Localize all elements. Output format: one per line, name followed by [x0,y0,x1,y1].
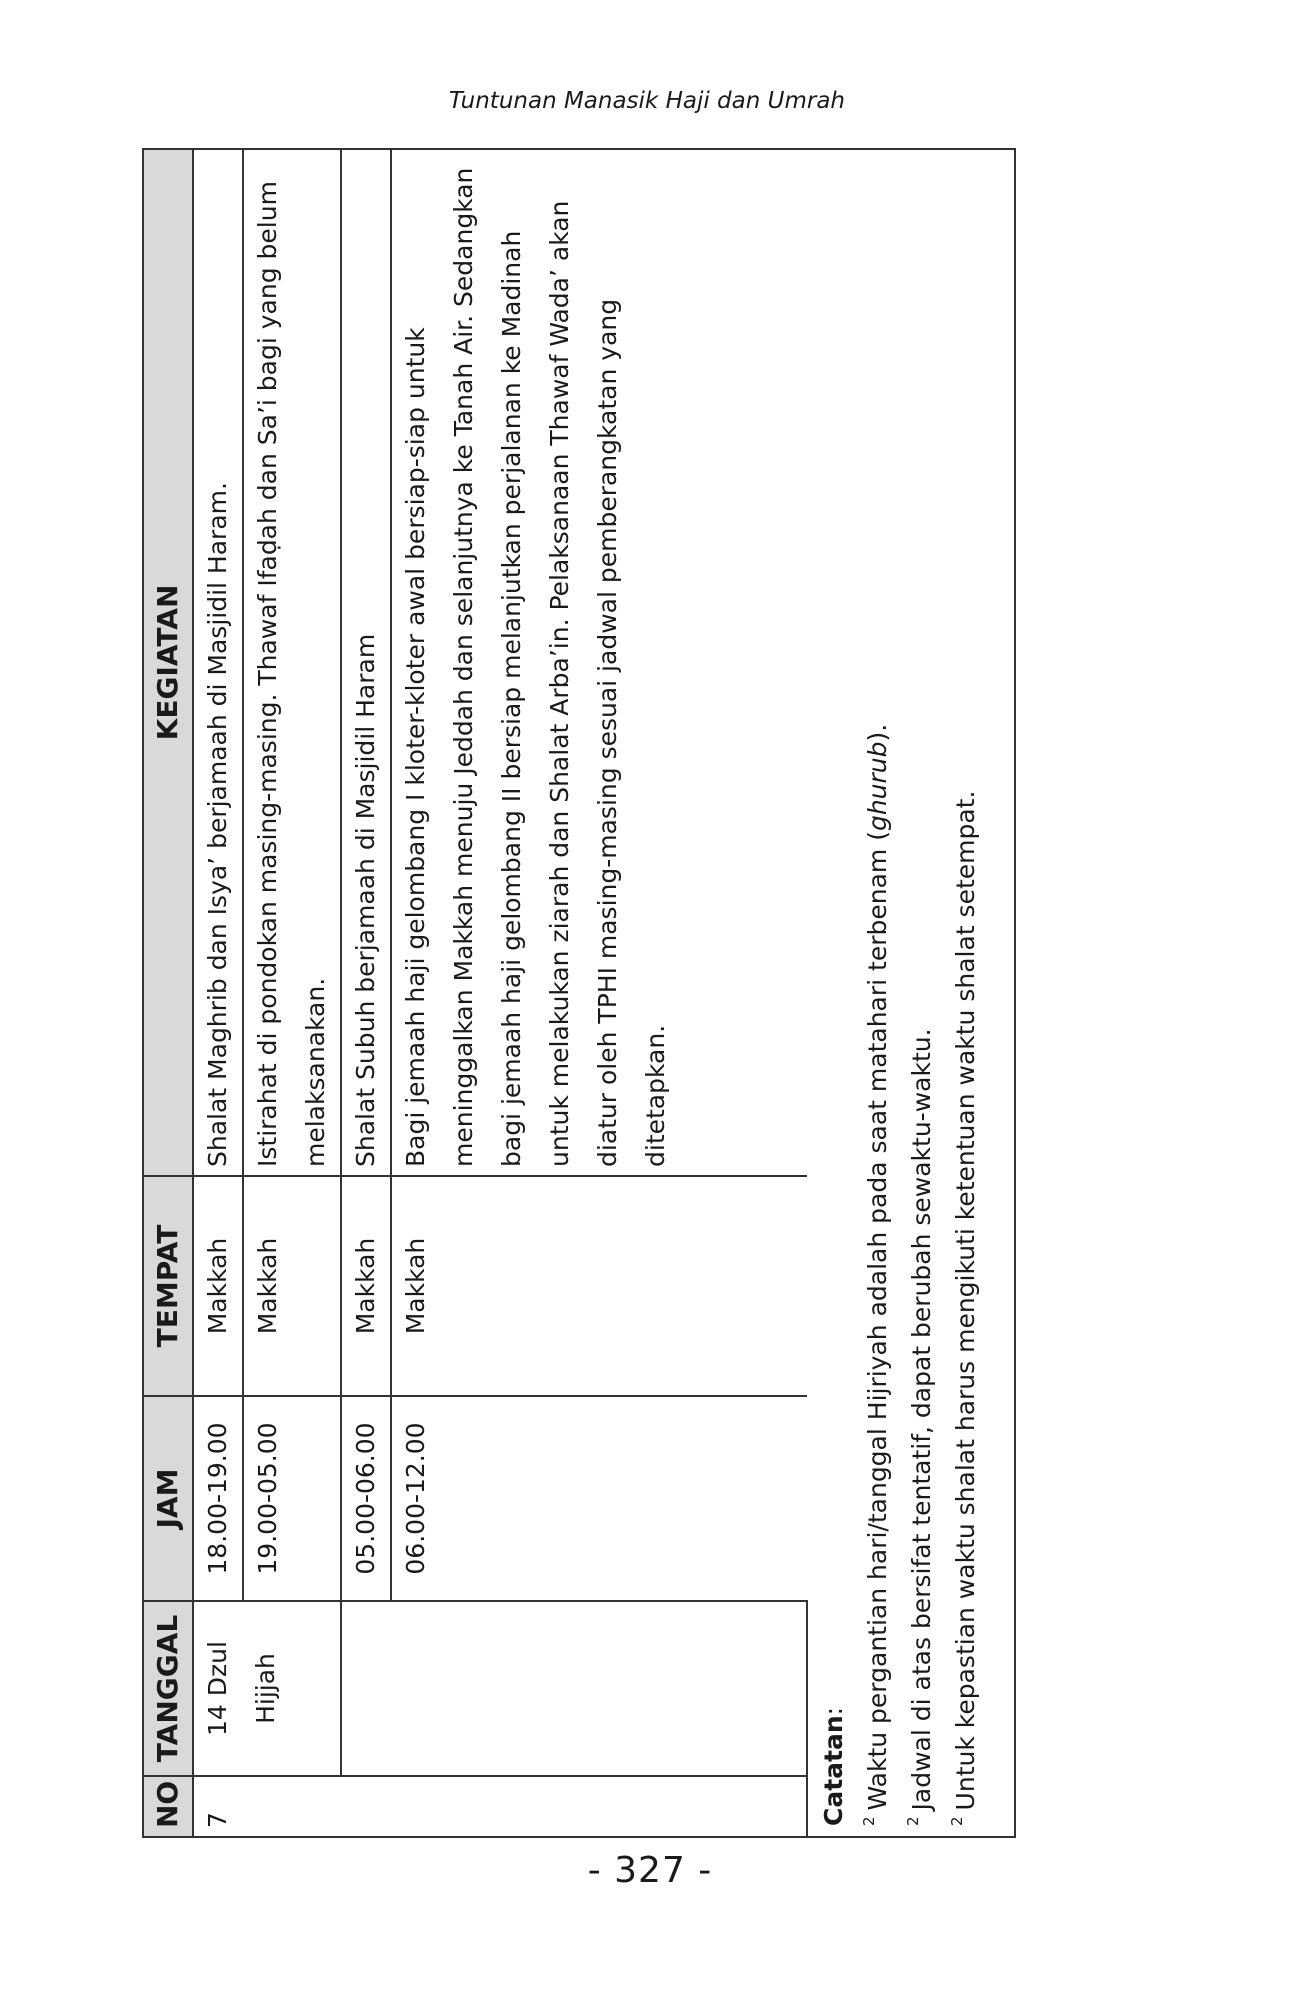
notes-heading [812,166,856,1826]
header-kegiatan: KEGIATAN [144,150,193,1176]
schedule-table [144,150,808,1836]
cell-tanggal: 14 Dzul Hijjah [193,1601,341,1776]
running-header: Tuntunan Manasik Haji dan Umrah [448,88,845,114]
table-row [391,150,807,1836]
cell-kegiatan: Bagi jemaah haji gelombang I kloter-kloter awal bersiap-siap untuk meninggalkan Makkah menuju Jeddah dan selanjutnya ke Tanah Air. Sedangkan bagi jemaah haji gelombang II bersiap melanjutkan perjalanan ke Madinah untuk melakukan ziarah dan Shalat Arba’in. Pelaksanaan Thawaf Wada’ akan diatur oleh TPHI masing-masing sesuai jadwal pemberangkatan yang ditetapkan. [391,150,807,1176]
table-header-row [144,150,193,1836]
note-text-end: ). [863,723,892,742]
note-item [856,166,900,1826]
note-emphasis: ghurub [863,741,892,832]
footnote-marker: 2 [948,1816,966,1826]
page-number: - 327 - [587,1850,713,1891]
cell-tempat: Makkah [243,1176,341,1396]
cell-no: 7 [193,1776,807,1836]
cell-kegiatan: Shalat Subuh berjamaah di Masjidil Haram [341,150,391,1176]
note-text: Jadwal di atas bersifat tentatif, dapat berubah sewaktu-waktu. [907,1028,936,1811]
notes-section [812,166,988,1826]
cell-jam: 19.00-05.00 [243,1396,341,1601]
note-text: Untuk kepastian waktu shalat harus mengikuti ketentuan waktu shalat setempat. [951,790,980,1811]
cell-tempat: Makkah [341,1176,391,1396]
footnote-marker: 2 [904,1816,922,1826]
note-item [900,166,944,1826]
header-no: NO [144,1776,193,1836]
cell-jam: 18.00-19.00 [193,1396,243,1601]
cell-kegiatan: Shalat Maghrib dan Isya’ berjamaah di Masjidil Haram. [193,150,243,1176]
table-row [341,150,391,1836]
cell-jam: 05.00-06.00 [341,1396,391,1601]
cell-jam: 06.00-12.00 [391,1396,807,1601]
schedule-frame [142,148,1016,1838]
header-tempat: TEMPAT [144,1176,193,1396]
note-item [944,166,988,1826]
cell-tempat: Makkah [391,1176,807,1396]
cell-kegiatan: Istirahat di pondokan masing-masing. Thawaf Ifaḍah dan Sa’i bagi yang belum melaksanakan. [243,150,341,1176]
header-tanggal: TANGGAL [144,1601,193,1776]
table-row [243,150,341,1836]
table-row [193,150,243,1836]
cell-tempat: Makkah [193,1176,243,1396]
rotated-content [144,150,1014,1836]
cell-tanggal-empty [341,1601,807,1776]
notes-title: Catatan [819,1715,848,1826]
header-jam: JAM [144,1396,193,1601]
footnote-marker: 2 [860,1816,878,1826]
notes-title-suffix: : [819,1706,848,1716]
note-text: Waktu pergantian hari/tanggal Hijriyah adalah pada saat matahari terbenam ( [863,831,892,1811]
